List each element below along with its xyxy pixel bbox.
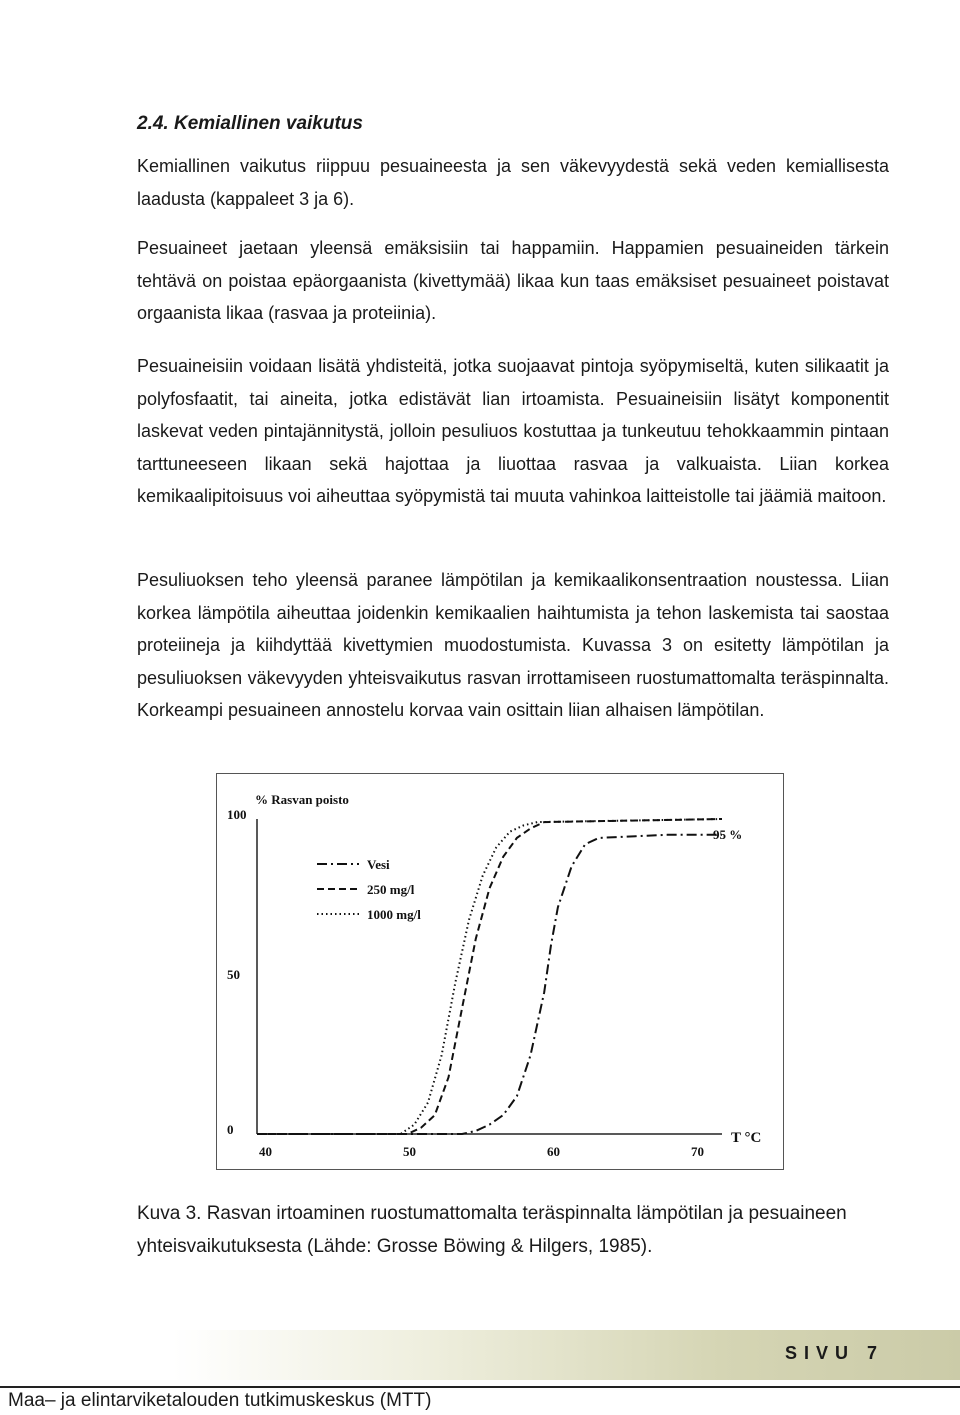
series-line-2 (257, 819, 722, 1134)
x-tick-label: 50 (403, 1144, 416, 1159)
legend (317, 857, 421, 922)
paragraph-3: Pesuaineisiin voidaan lisätä yhdisteitä, jotka suojaavat pintoja syöpymiseltä, kuten silikaatit ja polyfosfaatit, tai aineita, jotka edistävät lian irtoamista. Pesuaineisiin lisätyt komponentit laskevat veden pintajännitystä, jolloin pesuliuos kostuttaa ja tunkeutuu tehokkaammin pintaan tarttuneeseen likaan sekä hajottaa ja liuottaa rasvaa ja valkuaista. Liian korkea kemikaalipitoisuus voi aiheuttaa syöpymistä tai muuta vahinkoa laitteistolle tai jäämiä maitoon. (137, 356, 889, 506)
fat-removal-chart (217, 774, 783, 1169)
x-tick-label: 40 (259, 1144, 272, 1159)
series-line-1 (257, 819, 722, 1134)
series-line-0 (257, 835, 722, 1134)
x-axis-title: T °C (731, 1130, 762, 1146)
legend-label-0: Vesi (367, 857, 390, 872)
page-number: SIVU 7 (784, 1343, 884, 1363)
y-tick-label: 100 (227, 807, 247, 822)
x-tick-label: 60 (547, 1144, 560, 1159)
x-tick-label: 70 (691, 1144, 704, 1159)
footer-text: Maa– ja elintarviketalouden tutkimuskeskus (MTT) (8, 1390, 432, 1411)
paragraph-4: Pesuliuoksen teho yleensä paranee lämpötilan ja kemikaalikonsentraation noustessa. Liian korkea lämpötila aiheuttaa joidenkin kemikaalien haihtumista ja tehon laskemista tai saostaa proteiineja ja kiihdyttää kivettymien muodostumista. Kuvassa 3 on esitetty lämpötilan ja pesuliuoksen väkevyyden yhteisvaikutus rasvan irrottamiseen ruostumattomalta teräspinnalta. Korkeampi pesuaineen annostelu korvaa vain osittain liian alhaisen lämpötilan. (137, 570, 889, 720)
legend-label-2: 1000 mg/l (367, 907, 421, 922)
series-layer (257, 819, 722, 1134)
legend-label-1: 250 mg/l (367, 882, 415, 897)
y-tick-label: 0 (227, 1122, 234, 1137)
paragraph-2: Pesuaineet jaetaan yleensä emäksisiin tai happamiin. Happamien pesuaineiden tärkein tehtävä on poistaa epäorgaanista (kivettymää) likaa kun taas emäksiset pesuaineet poistavat orgaanista likaa (rasvaa ja proteiinia). (137, 238, 889, 323)
figure-caption: Kuva 3. Rasvan irtoaminen ruostumattomalta teräspinnalta lämpötilan ja pesuaineen yhteisvaikutuksesta (Lähde: Grosse Böwing & Hilgers, 1985). (137, 1203, 847, 1257)
section-heading: 2.4. Kemiallinen vaikutus (137, 113, 363, 134)
footer-rule (0, 1386, 960, 1388)
chart-figure (216, 773, 784, 1170)
y-tick-label: 50 (227, 967, 240, 982)
paragraph-1: Kemiallinen vaikutus riippuu pesuaineesta ja sen väkevyydestä sekä veden kemiallisesta laadusta (kappaleet 3 ja 6). (137, 156, 889, 209)
annotation-95: 95 % (713, 827, 743, 842)
y-axis-title: % Rasvan poisto (255, 792, 349, 807)
